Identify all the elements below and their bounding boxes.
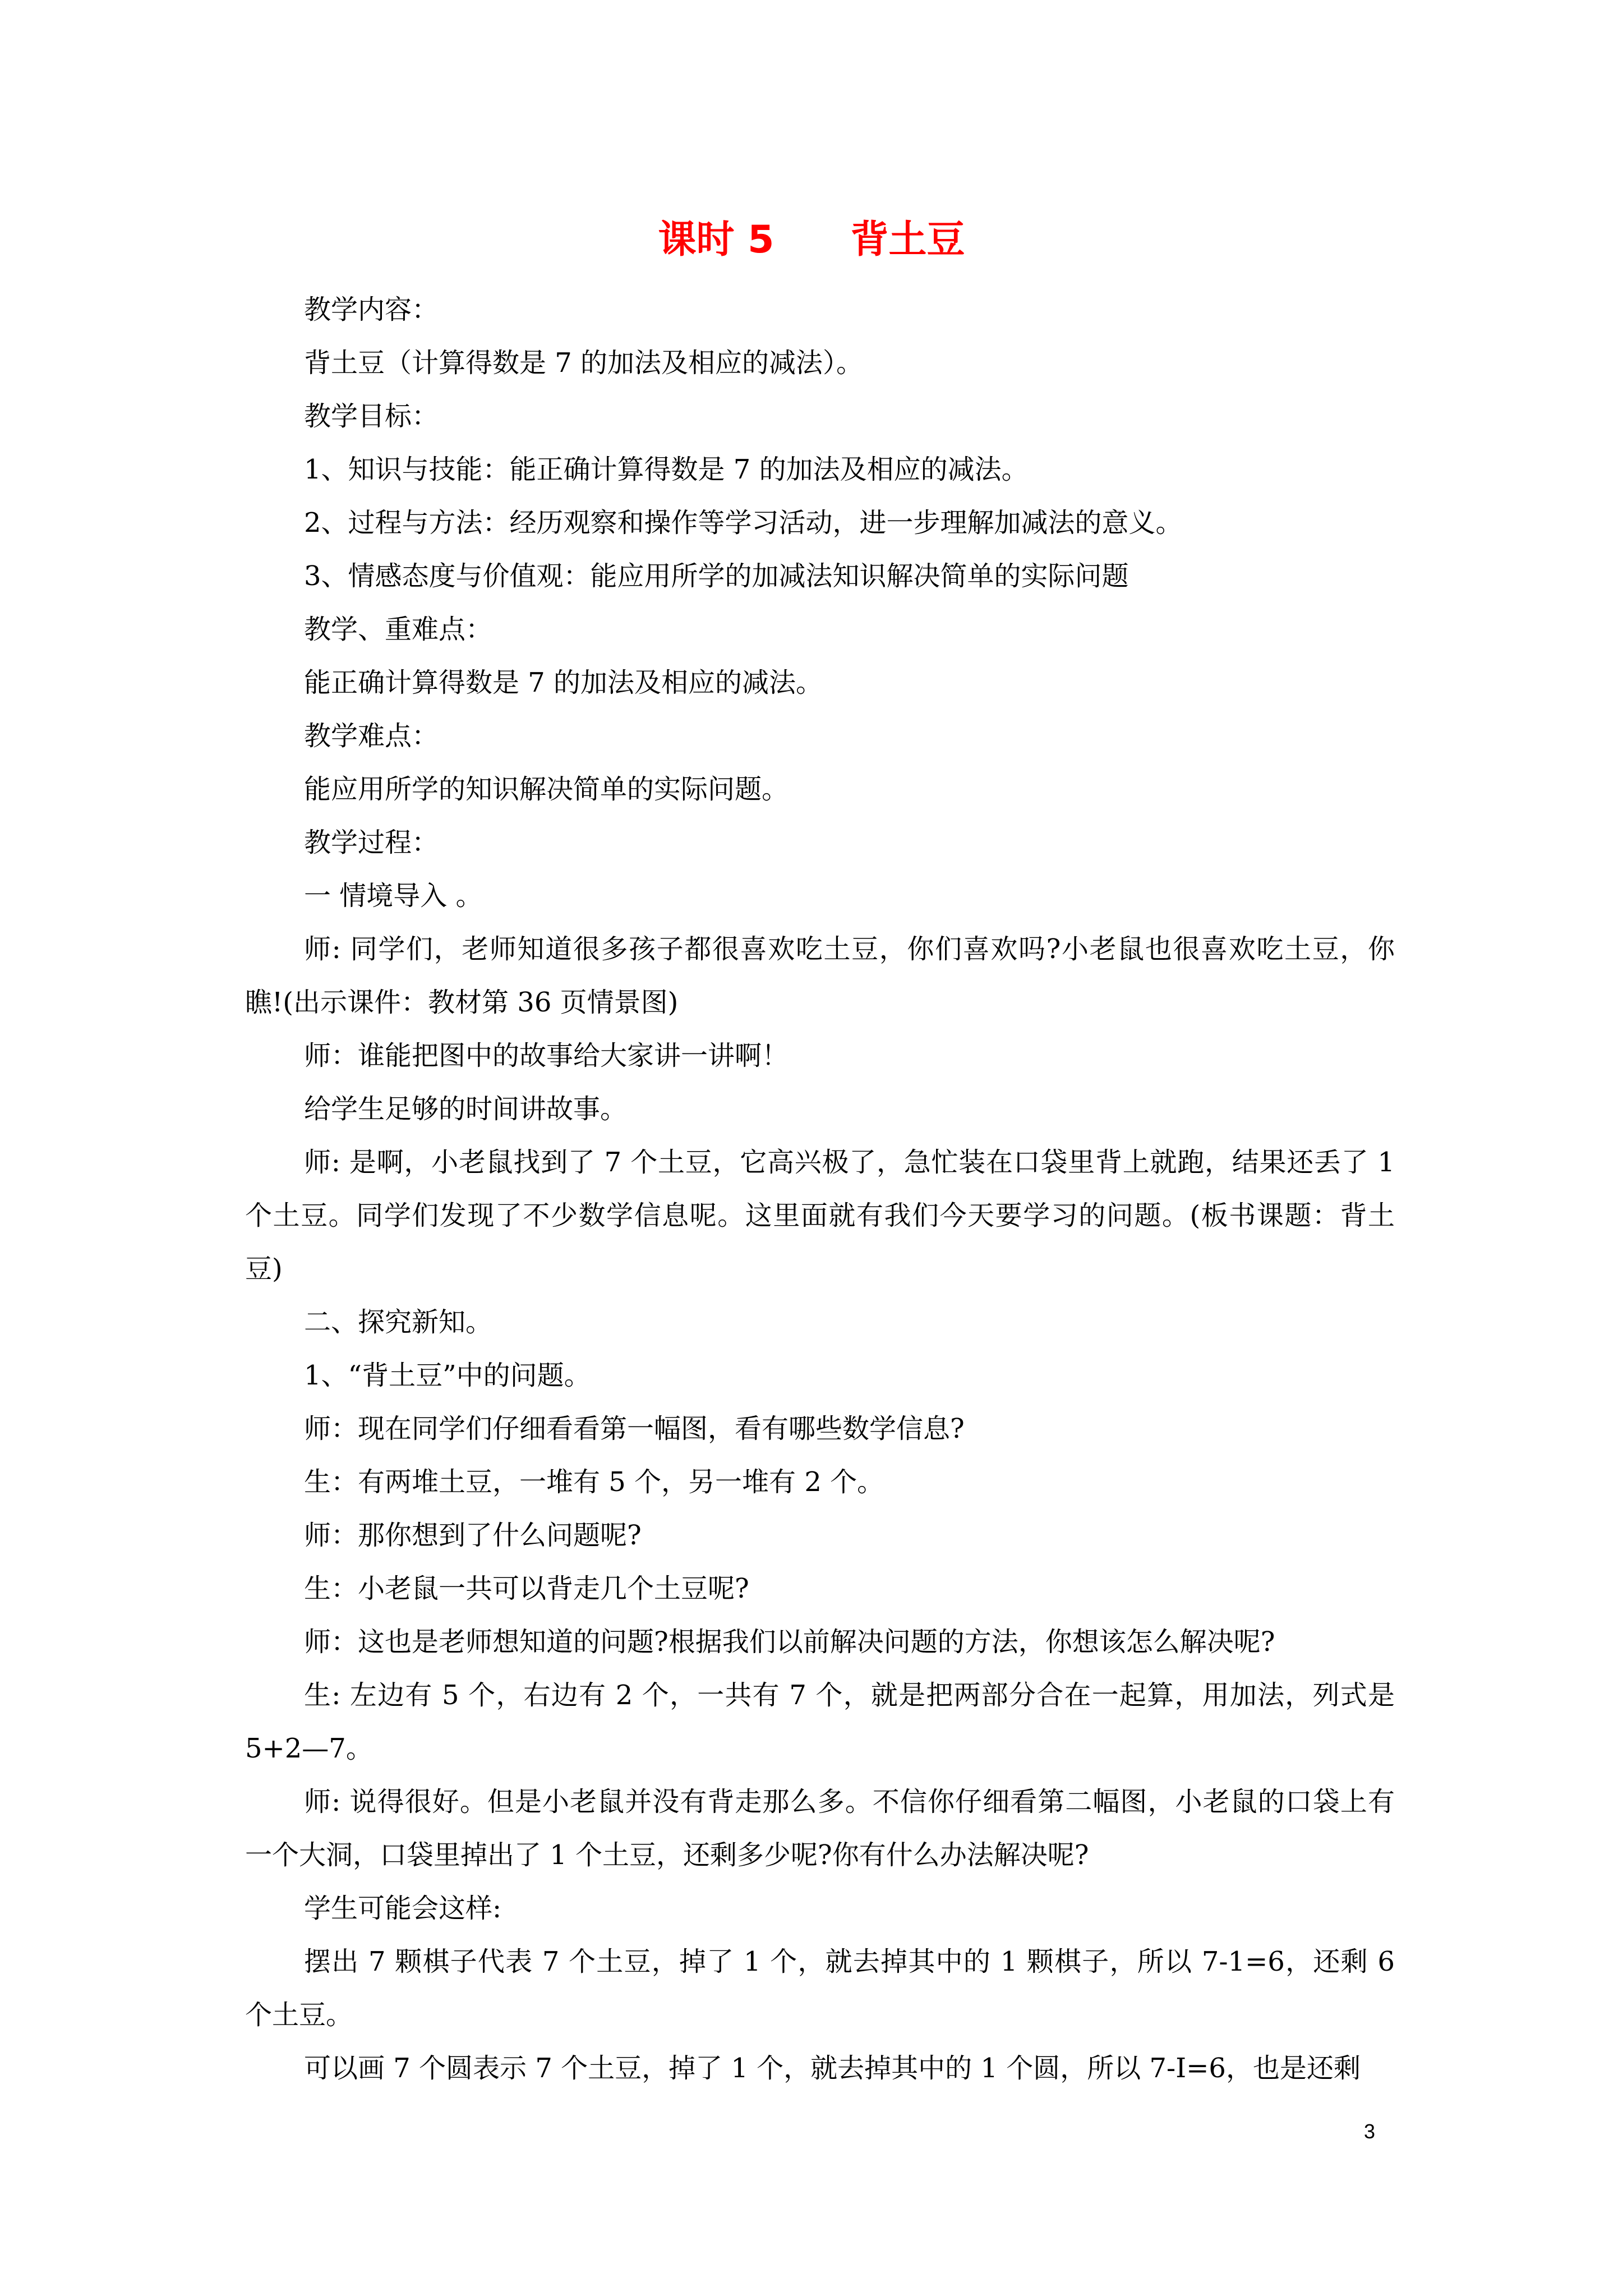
paragraph: 生: 左边有 5 个，右边有 2 个，一共有 7 个，就是把两部分合在一起算，用加法，列式是 5+2—7。 xyxy=(245,1680,1395,1764)
paragraph: 教学内容： xyxy=(304,294,439,325)
paragraph: 师: 说得很好。但是小老鼠并没有背走那么多。不信你仔细看第二幅图，小老鼠的口袋上有一个大洞，口袋里掉出了 1 个土豆，还剩多少呢?你有什么办法解决呢? xyxy=(245,1786,1395,1871)
page-number: 3 xyxy=(1364,2120,1376,2143)
paragraph: 师：谁能把图中的故事给大家讲一讲啊！ xyxy=(304,1040,789,1071)
paragraph: 给学生足够的时间讲故事。 xyxy=(304,1093,628,1125)
paragraph: 师: 同学们，老师知道很多孩子都很喜欢吃土豆，你们喜欢吗?小老鼠也很喜欢吃土豆，你瞧!(出示课件：教材第 36 页情景图) xyxy=(245,933,1395,1018)
paragraph: 教学、重难点： xyxy=(304,614,493,645)
paragraph: 1、知识与技能：能正确计算得数是 7 的加法及相应的减法。 xyxy=(304,454,1029,485)
paragraph: 教学难点： xyxy=(304,720,439,752)
lesson-title: 课时 5 背土豆 xyxy=(658,218,965,262)
paragraph: 可以画 7 个圆表示 7 个土豆，掉了 1 个，就去掉其中的 1 个圆，所以 7-I=6，也是还剩 xyxy=(304,2053,1361,2084)
lesson-body xyxy=(245,283,1395,2095)
paragraph: 能应用所学的知识解决简单的实际问题。 xyxy=(304,774,789,805)
paragraph: 师: 是啊，小老鼠找到了 7 个土豆，它高兴极了，急忙装在口袋里背上就跑，结果还丢了 1 个土豆。同学们发现了不少数学信息呢。这里面就有我们今天要学习的问题。(板书课题：背土豆) xyxy=(245,1147,1395,1285)
paragraph: 摆出 7 颗棋子代表 7 个土豆，掉了 1 个，就去掉其中的 1 颗棋子，所以 7-1=6，还剩 6 个土豆。 xyxy=(245,1946,1395,2031)
paragraph: 二、探究新知。 xyxy=(304,1306,493,1338)
paragraph: 1、“背土豆”中的问题。 xyxy=(304,1360,591,1391)
paragraph: 师：现在同学们仔细看看第一幅图，看有哪些数学信息? xyxy=(304,1413,965,1444)
paragraph: 能正确计算得数是 7 的加法及相应的减法。 xyxy=(304,667,823,698)
paragraph: 生：有两堆土豆，一堆有 5 个，另一堆有 2 个。 xyxy=(304,1466,884,1498)
paragraph: 2、过程与方法：经历观察和操作等学习活动，进一步理解加减法的意义。 xyxy=(304,507,1183,539)
paragraph: 背土豆（计算得数是 7 的加法及相应的减法）。 xyxy=(304,347,864,379)
paragraph: 一 情境导入 。 xyxy=(304,880,483,912)
paragraph: 学生可能会这样: xyxy=(304,1893,502,1924)
paragraph: 教学过程： xyxy=(304,827,439,858)
paragraph: 师：这也是老师想知道的问题?根据我们以前解决问题的方法，你想该怎么解决呢? xyxy=(304,1626,1275,1658)
paragraph: 生：小老鼠一共可以背走几个土豆呢? xyxy=(304,1573,749,1604)
paragraph: 3、情感态度与价值观：能应用所学的加减法知识解决简单的实际问题 xyxy=(304,560,1129,592)
paragraph: 师：那你想到了什么问题呢? xyxy=(304,1520,642,1551)
paragraph: 教学目标： xyxy=(304,401,439,432)
